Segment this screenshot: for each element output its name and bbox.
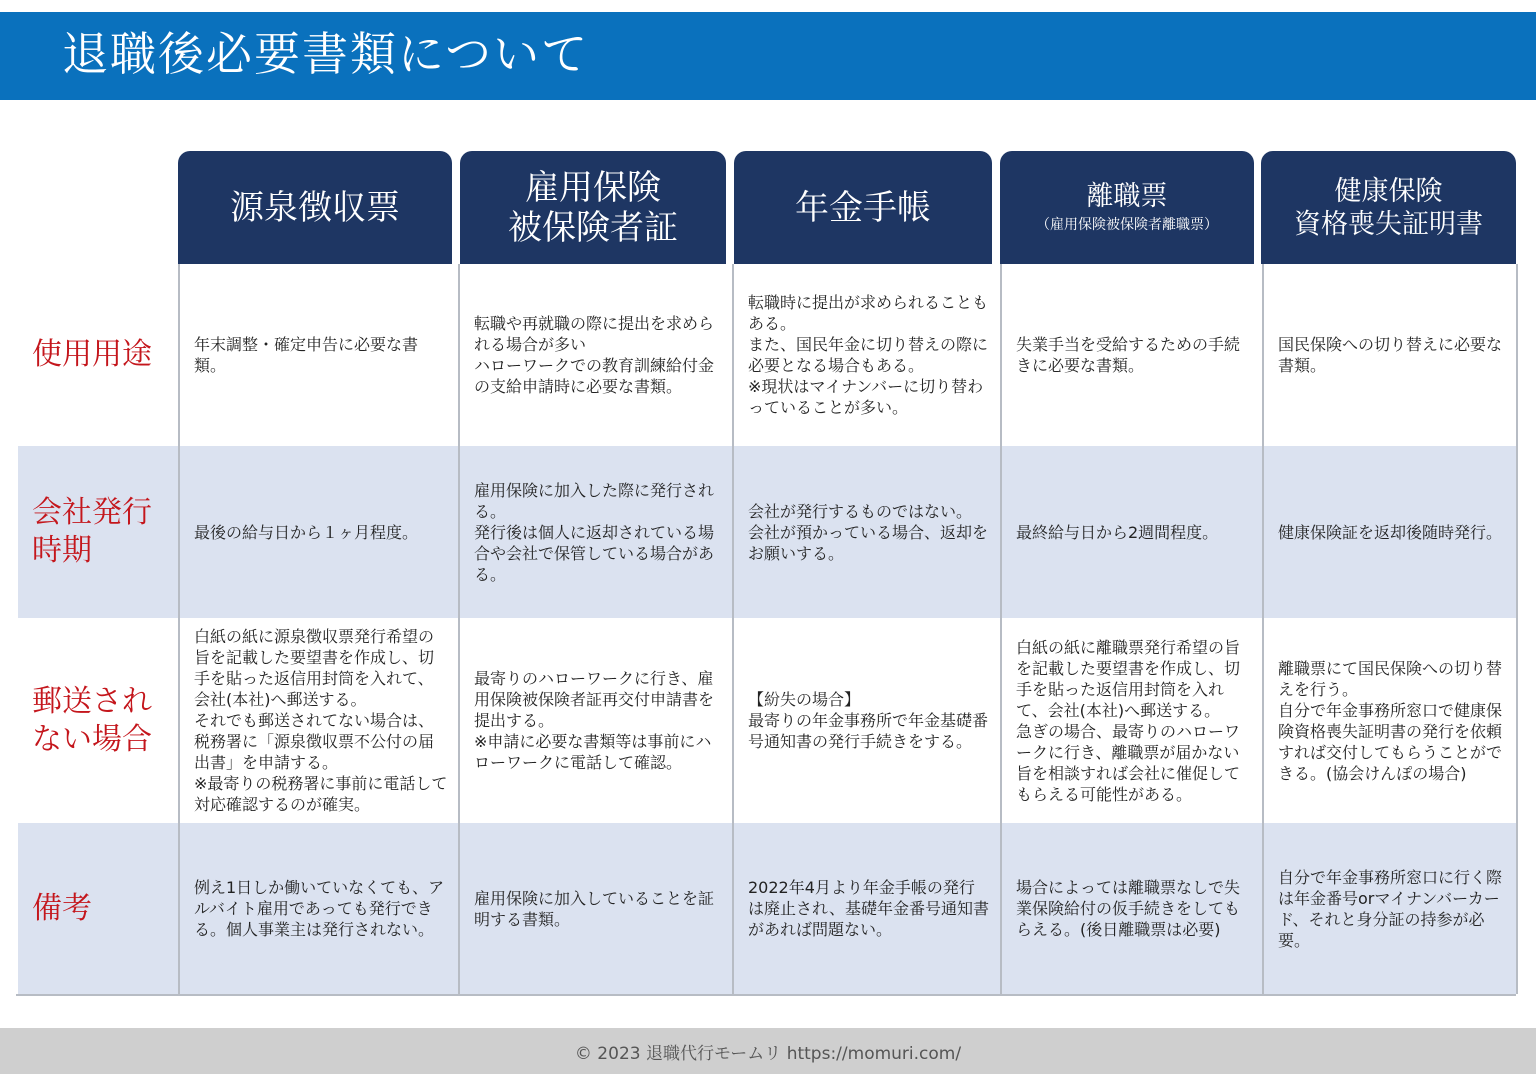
table-cell: 離職票にて国民保険への切り替えを行う。 自分で年金事務所窓口で健康保険資格喪失証明書の発行を依頼すれば交付してもらうことができる。(協会けんぽの場合) <box>1264 618 1518 823</box>
table-cell: 雇用保険に加入していることを証明する書類。 <box>460 823 734 994</box>
column-header-title: 健康保険 資格喪失証明書 <box>1294 175 1483 240</box>
table-cell: 雇用保険に加入した際に発行される。 発行後は個人に返却されている場合や会社で保管している場合がある。 <box>460 446 734 618</box>
table-cell: 最寄りのハローワークに行き、雇用保険被保険者証再交付申請書を提出する。 ※申請に必要な書類等は事前にハローワークに電話して確認。 <box>460 618 734 823</box>
table-cell: 転職時に提出が求められることもある。 また、国民年金に切り替えの際に必要となる場合もある。 ※現状はマイナンバーに切り替わっていることが多い。 <box>734 264 1002 446</box>
table-cell: 最終給与日から2週間程度。 <box>1002 446 1264 618</box>
column-header-subtitle: （雇用保険被保険者離職票） <box>1036 217 1218 233</box>
table-row-issue-timing <box>18 446 1518 618</box>
table-cell: 白紙の紙に離職票発行希望の旨を記載した要望書を作成し、切手を貼った返信用封筒を入れて、会社(本社)へ郵送する。 急ぎの場合、最寄りのハローワークに行き、離職票が届かない旨を相談すれば会社に催促してもらえる可能性がある。 <box>1002 618 1264 823</box>
table-bottom-border <box>16 994 1516 996</box>
table-cell: 失業手当を受給するための手続きに必要な書類。 <box>1002 264 1264 446</box>
column-header-rishoku <box>1000 151 1254 264</box>
table-cell: 国民保険への切り替えに必要な書類。 <box>1264 264 1518 446</box>
table-row-not-mailed <box>18 618 1518 823</box>
column-header-title: 雇用保険 被保険者証 <box>508 167 678 248</box>
table-row-usage <box>18 264 1518 446</box>
column-header-title: 年金手帳 <box>795 187 931 228</box>
table-cell: 例え1日しか働いていなくても、アルバイト雇用であっても発行できる。個人事業主は発行されない。 <box>180 823 460 994</box>
table-cell: 転職や再就職の際に提出を求められる場合が多い ハローワークでの教育訓練給付金の支給申請時に必要な書類。 <box>460 264 734 446</box>
table-cell: 白紙の紙に源泉徴収票発行希望の旨を記載した要望書を作成し、切手を貼った返信用封筒を入れて、会社(本社)へ郵送する。 それでも郵送されてない場合は、税務署に「源泉徴収票不公付の届出書」を申請する。 ※最寄りの税務署に事前に電話して対応確認するのが確実。 <box>180 618 460 823</box>
page-title: 退職後必要書類について <box>62 27 590 81</box>
table-cell: 2022年4月より年金手帳の発行は廃止され、基礎年金番号通知書があれば問題ない。 <box>734 823 1002 994</box>
column-header-title: 源泉徴収票 <box>230 187 400 228</box>
column-header-koyou <box>460 151 726 264</box>
table-row-notes <box>18 823 1518 994</box>
table-cell: 場合によっては離職票なしで失業保険給付の仮手続きをしてもらえる。(後日離職票は必要) <box>1002 823 1264 994</box>
table-cell: 自分で年金事務所窓口に行く際は年金番号orマイナンバーカード、それと身分証の持参が必要。 <box>1264 823 1518 994</box>
column-header-nenkin <box>734 151 992 264</box>
row-label: 備考 <box>18 823 180 994</box>
footer-copyright: © 2023 退職代行モームリ https://momuri.com/ <box>0 1028 1536 1074</box>
table-cell: 会社が発行するものではない。 会社が預かっている場合、返却をお願いする。 <box>734 446 1002 618</box>
table-cell: 最後の給与日から１ヶ月程度。 <box>180 446 460 618</box>
table-cell: 【紛失の場合】 最寄りの年金事務所で年金基礎番号通知書の発行手続きをする。 <box>734 618 1002 823</box>
table-cell: 健康保険証を返却後随時発行。 <box>1264 446 1518 618</box>
column-header-kenkou <box>1261 151 1516 264</box>
row-label: 郵送され ない場合 <box>18 618 180 823</box>
column-header-gensen <box>178 151 452 264</box>
column-header-title: 離職票 <box>1086 181 1168 212</box>
row-label: 会社発行 時期 <box>18 446 180 618</box>
table-cell: 年末調整・確定申告に必要な書類。 <box>180 264 460 446</box>
row-label: 使用用途 <box>18 264 180 446</box>
